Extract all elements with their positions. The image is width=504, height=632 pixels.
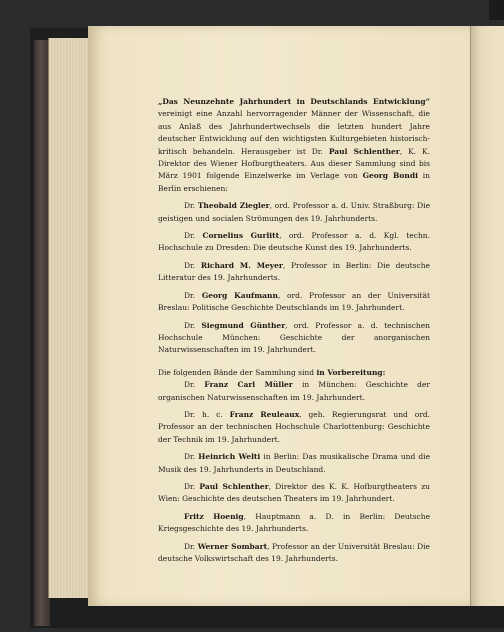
intro-paragraph: „Das Neunzehnte Jahrhundert in Deutschlands Entwicklung“ vereinigt eine Anzahl hervorragender Männer der Wissenschaft, die aus Anlaß des Jahrhundertwechsels die letzten hundert Jahre deutscher Entwicklung auf den wichtigsten Kulturgebieten historisch-kritisch behandeln. Herausgeber ist Dr. Paul Schlenther, K. K. Direktor des Wiener Hofburgtheaters. Aus dieser Sammlung sind bis März 1901 folgende Einzelwerke im Verlage von Georg Bondi in Berlin erschienen: [158, 97, 430, 193]
entry-published: Dr. Georg Kaufmann, ord. Professor an der Universität Breslau: Politische Geschichte Deutschlands im 19. Jahrhundert. [158, 290, 431, 313]
entry-upcoming: Dr. Franz Carl Müller in München: Geschichte der organischen Naturwissenschaften im 19. Jahrhundert. [158, 380, 430, 402]
author-name: Cornelius Gurlitt [202, 231, 280, 241]
publisher-name: Georg Bondi [362, 171, 418, 181]
author-name: Siegmund Günther [201, 320, 286, 330]
entry-published: Dr. Richard M. Meyer, Professor in Berlin: Die deutsche Litteratur des 19. Jahrhunderts. [158, 260, 430, 283]
entry-published: Dr. Cornelius Gurlitt, ord. Professor a. d. Kgl. techn. Hochschule zu Dresden: Die deutsche Kunst des 19. Jahrhunderts. [158, 231, 430, 253]
author-name: Franz Carl Müller [204, 380, 293, 390]
author-name: Werner Sombart [197, 541, 268, 551]
facing-page [470, 26, 504, 606]
series-title: „Das Neunzehnte Jahrhundert in Deutschlands Entwicklung“ [158, 97, 430, 106]
author-name: Theobald Ziegler [197, 201, 270, 211]
author-name: Paul Schlenther [199, 481, 269, 491]
preparation-emphasis: in Vorbereitung: [316, 367, 386, 377]
editor-name: Paul Schlenther [328, 146, 400, 156]
entry-published: Dr. Theobald Ziegler, ord. Professor a. d. Univ. Straßburg: Die geistigen und socialen Strömungen des 19. Jahrhunderts. [158, 201, 431, 223]
entry-upcoming: Dr. h. c. Franz Reuleaux, geh. Regierungsrat und ord. Professor an der technischen Hochschule Charlottenburg: Geschichte der Technik im 19. Jahrhundert. [158, 409, 430, 444]
author-name: Franz Reuleaux [229, 409, 300, 419]
author-name: Fritz Hoenig [184, 511, 244, 521]
entry-upcoming: Dr. Paul Schlenther, Direktor des K. K. Hofburgtheaters zu Wien: Geschichte des deutschen Theaters im 19. Jahrhundert. [158, 481, 430, 504]
page-text [158, 96, 430, 565]
entry-published: Dr. Siegmund Günther, ord. Professor a. d. technischen Hochschule München: Geschichte der anorganischen Naturwissenschaften im 19. Jahrhundert. [158, 320, 431, 355]
preparation-heading: Die folgenden Bände der Sammlung sind in Vorbereitung: [158, 367, 386, 377]
author-name: Georg Kaufmann [201, 290, 278, 300]
entry-upcoming: Fritz Hoenig, Hauptmann a. D. in Berlin: Deutsche Kriegsgeschichte des 19. Jahrhunderts. [158, 511, 431, 534]
page-edges [48, 38, 89, 598]
entry-upcoming: Dr. Heinrich Welti in Berlin: Das musikalische Drama und die Musik des 19. Jahrhunderts in Deutschland. [158, 452, 431, 474]
author-name: Heinrich Welti [198, 452, 261, 462]
entry-upcoming: Dr. Werner Sombart, Professor an der Universität Breslau: Die deutsche Volkswirtschaft des 19. Jahrhunderts. [158, 541, 430, 563]
author-name: Richard M. Meyer [200, 260, 283, 270]
corner-marker [489, 0, 504, 20]
